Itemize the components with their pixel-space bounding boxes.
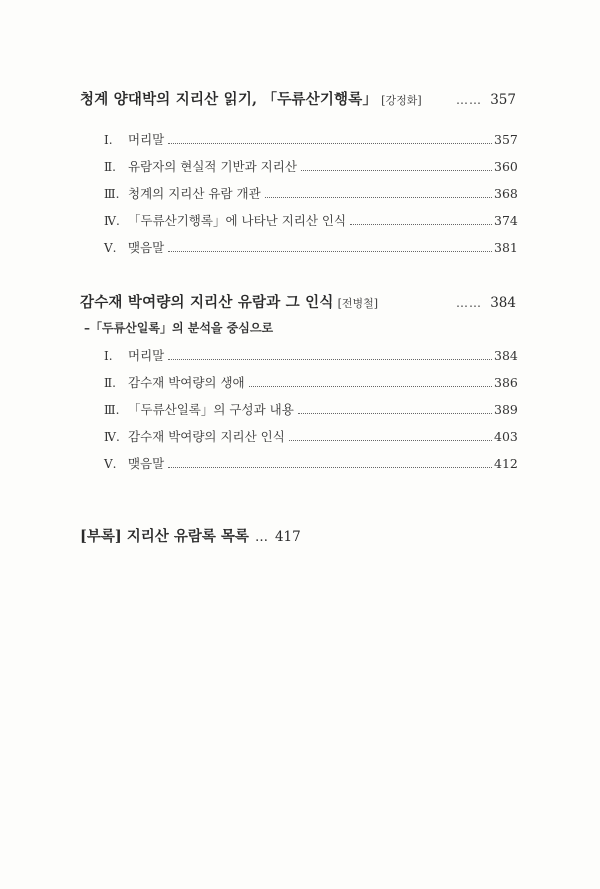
- chapter-page: 374: [494, 213, 518, 228]
- chapter-item: [104, 157, 516, 184]
- title-leader: ……: [456, 296, 482, 310]
- chapter-item: [104, 238, 516, 265]
- chapter-label: 「두류산일록」의 구성과 내용: [128, 402, 294, 417]
- dot-leader: [168, 142, 492, 144]
- chapter-page: 386: [494, 375, 518, 390]
- section-subtitle: –「두류산일록」의 분석을 중심으로: [84, 321, 274, 335]
- chapter-item: [104, 373, 516, 400]
- section-author: [전병철]: [337, 297, 379, 310]
- dot-leader: [249, 385, 492, 387]
- chapter-page: 412: [494, 456, 518, 471]
- chapter-item: [104, 427, 516, 454]
- chapter-number: Ⅱ.: [104, 160, 116, 174]
- chapter-label: 맺음말: [128, 456, 165, 471]
- appendix-title: [부록] 지리산 유람록 목록: [80, 528, 249, 545]
- chapter-label: 감수재 박여량의 지리산 인식: [128, 429, 285, 444]
- chapter-label: 머리말: [128, 348, 165, 363]
- chapter-item: [104, 130, 516, 157]
- dot-leader: [168, 358, 492, 360]
- dot-leader: [168, 250, 492, 252]
- chapter-page: 384: [494, 348, 518, 363]
- section-page: 384: [490, 295, 516, 311]
- appendix-page: 417: [274, 529, 301, 545]
- chapter-item: [104, 211, 516, 238]
- section-heading: [80, 88, 516, 112]
- chapter-item: [104, 346, 516, 373]
- appendix-entry: [80, 525, 301, 546]
- chapter-page: 381: [494, 240, 518, 255]
- section-heading: [80, 291, 516, 315]
- chapter-item: [104, 400, 516, 427]
- section-title: 감수재 박여량의 지리산 유람과 그 인식: [80, 294, 334, 311]
- section-author: [강정화]: [381, 94, 422, 107]
- toc-section-1: [80, 88, 516, 265]
- appendix-leader: …: [254, 530, 269, 545]
- chapter-number: Ⅰ.: [104, 133, 113, 147]
- chapter-item: [104, 454, 516, 481]
- chapter-page: 389: [494, 402, 518, 417]
- chapter-label: 유람자의 현실적 기반과 지리산: [128, 159, 297, 174]
- chapter-number: Ⅳ.: [104, 430, 120, 444]
- chapter-label: 맺음말: [128, 240, 165, 255]
- chapter-number: Ⅲ.: [104, 187, 120, 201]
- dot-leader: [301, 169, 492, 171]
- chapter-label: 청계의 지리산 유람 개관: [128, 186, 261, 201]
- chapter-label: 감수재 박여량의 생애: [128, 375, 245, 390]
- toc-section-2: [80, 291, 516, 481]
- section-title: 청계 양대박의 지리산 읽기, 「두류산기행록」: [80, 91, 378, 108]
- dot-leader: [265, 196, 492, 198]
- section-page: 357: [490, 92, 516, 108]
- chapter-page: 403: [494, 429, 518, 444]
- chapter-number: Ⅴ.: [104, 457, 117, 471]
- chapter-number: Ⅱ.: [104, 376, 116, 390]
- chapter-list: [80, 346, 516, 481]
- chapter-label: 「두류산기행록」에 나타난 지리산 인식: [128, 213, 347, 228]
- chapter-list: [80, 130, 516, 265]
- dot-leader: [168, 466, 492, 468]
- chapter-page: 360: [494, 159, 518, 174]
- chapter-number: Ⅳ.: [104, 214, 120, 228]
- chapter-page: 368: [494, 186, 518, 201]
- chapter-label: 머리말: [128, 132, 165, 147]
- title-leader: ……: [456, 93, 482, 107]
- dot-leader: [298, 412, 492, 414]
- dot-leader: [350, 223, 492, 225]
- dot-leader: [289, 439, 492, 441]
- chapter-number: Ⅲ.: [104, 403, 120, 417]
- chapter-number: Ⅴ.: [104, 241, 117, 255]
- chapter-page: 357: [494, 132, 518, 147]
- chapter-item: [104, 184, 516, 211]
- chapter-number: Ⅰ.: [104, 349, 113, 363]
